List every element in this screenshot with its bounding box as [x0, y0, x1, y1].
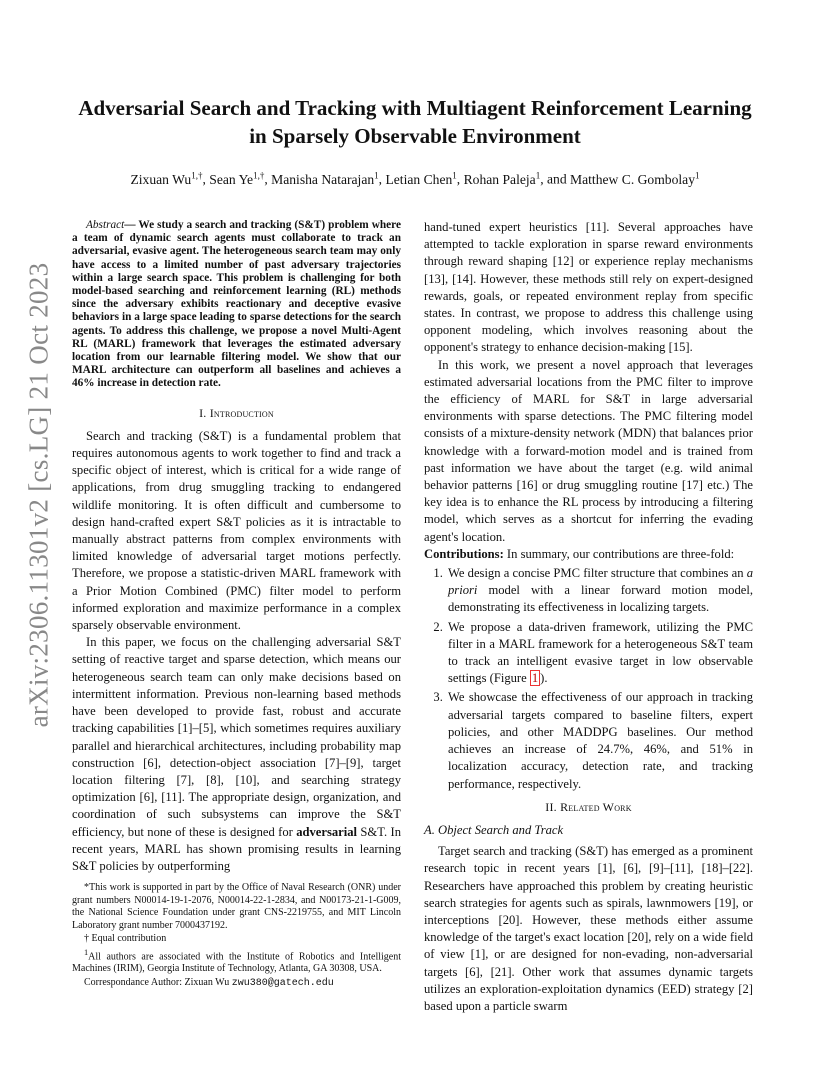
- contributions-intro: Contributions: In summary, our contributions are three-fold:: [424, 546, 735, 561]
- right-column: [424, 219, 753, 1015]
- section-heading-introduction: I. Introduction: [199, 405, 274, 420]
- figure-link[interactable]: 1: [531, 671, 539, 686]
- author: Zixuan $Wu^{1,\dagger}$: [130, 170, 203, 187]
- author: Rohan Paleja$^1$: [463, 170, 541, 187]
- intro-paragraph-1: Search and tracking (S&T) is a fundamental problem that requires autonomous agents to work together to find and track a specific object of interest, which is critical for a wide range of applications, from drug smuggling tracking to endangered wildlife monitoring. It is often difficult and cumbersome to design hand-crafted expert S&T policies as it is intractable to manually abstract patterns from complex environments with limited knowledge of adversarial target motions perfectly. Therefore, we propose a statistic-driven MARL framework with a Prior Motion Combined (PMC) filter model to perform informed exploration and maximize performance in a complex sparsely observable environment.: [72, 428, 401, 633]
- contribution-item: 1. We design a concise PMC filter structure that combines an a priori model with a linear forward motion model, demonstrating its effectiveness in localizing targets.: [446, 565, 753, 617]
- footnote-equal-contribution: † Equal contribution: [84, 933, 167, 944]
- email-link[interactable]: zwu380@gatech.edu: [231, 977, 334, 989]
- arxiv-stamp: [23, 262, 54, 728]
- right-paragraph-1: hand-tuned expert heuristics [11]. Several approaches have attempted to tackle exploration in sparse reward environments through reward shaping [12] or experience replay mechanisms [13], [14]. However, these methods still rely on expert-designed rewards, goals, or repeated environment replay from specific states. In contrast, we propose to address this challenge using opponent modeling, which involves reasoning about the opponent's strategy to enhance decision-making [15].: [424, 220, 753, 355]
- related-paragraph-1: Target search and tracking (S&T) has emerged as a prominent research topic in recent years [1], [6], [9]–[11], [18]–[22]. Researchers have approached this problem by creating heuristic search strategies for agents such as spirals, lawnmowers [19], or interceptions [20]. However, these methods either assume knowledge of the target's exact location [20], rely on a wide field of view [1], or are designed for non-evading, non-adversarial targets [6], [21]. Other work that assumes dynamic targets utilizes an exploration-exploitation dynamics (EED) strategy [2] based upon a particle swarm: [424, 844, 753, 1013]
- section-heading-related-work: II. Related Work: [545, 799, 632, 814]
- author: Matthew C. Gombolay$^1$: [570, 170, 700, 187]
- footnote-funding: *This work is supported in part by the Office of Naval Research (ONR) under grant numbers N00014-19-1-2076, N00014-22-1-2834, and N00173-21-1-G009, the National Science Foundation under grant CNS-2219755, and MIT Lincoln Laboratory grant number 7000437192.: [72, 882, 401, 931]
- right-paragraph-2: In this work, we present a novel approach that leverages estimated adversarial locations from the PMC filter to improve the efficiency of MARL for S&T in large adversarial environments with sparse detections. The PMC filtering model consists of a mixture-density network (MDN) that balances prior knowledge with a forward-motion model and is trained from past information we have about the target (e.g. wild animal behavior patterns [16] or drug smuggling routine [17] etc.) The key idea is to enhance the RL process by introducing a filtering model, which serves as a shortcut for inferring the evading agent's location.: [424, 357, 753, 544]
- intro-paragraph-2: In this paper, we focus on the challenging adversarial S&T setting of reactive target and sparse detection, which means our heterogeneous search team can only make decisions based on intermittent information. Previous non-learning based methods have been developed to provide fast, robust and accurate tracking capabilities [1]–[5], which sometimes requires auxiliary parallel and hierarchical architectures, including probability map construction [6], detection-object association [7]–[9], target location filtering [7], [8], [10], and searching strategy optimization [6], [11]. The appropriate design, organization, and coordination of such subsystems can improve the S&T efficiency, but none of these is designed for adversarial S&T. In recent years, MARL has shown promising results in learning S&T policies by outperforming: [72, 635, 401, 873]
- footnotes: [72, 882, 401, 991]
- author: Manisha Natarajan$^1$: [271, 170, 379, 187]
- contribution-item: 2. We propose a data-driven framework, utilizing the PMC filter in a MARL framework for a heterogeneous S&T team to track an intelligent evasive target in low observable settings (Figure 1 ).: [446, 619, 753, 688]
- abstract: Abstract— We study a search and tracking (S&T) problem where a team of dynamic search agents must collaborate to track an adversarial, evasive agent. The heterogeneous search team may only have access to a limited number of past adversary trajectories within a large search space. This problem is challenging for both model-based searching and reinforcement learning (RL) methods since the adversary exhibits reactionary and deceptive evasive behaviors in a large space leading to sparse detections for the search agents. To address this challenge, we propose a novel Multi-Agent RL (MARL) framework that leverages the estimated adversary location from our learnable filtering model. We show that our MARL architecture can outperform all baselines and achieves a 46% increase in detection rate.: [72, 219, 401, 390]
- paper-title: Adversarial Search and Tracking with Multiagent Reinforcement Learning in Sparsely Observable Environment: [78, 96, 752, 148]
- author-list: Zixuan $Wu^{1,\dagger}$, Sean $Ye^{1,\dagger}$, Manisha Natarajan$^1$, Letian Chen$^1$, Rohan Paleja$^1$, and Matthew C. Gombolay$^1$: [130, 170, 700, 187]
- footnote-affiliation: $^1$All authors are associated with the Institute of Robotics and Intelligent Machines (IRIM), Georgia Institute of Technology, Atlanta, GA 30308, USA.: [72, 947, 401, 975]
- contribution-item: 3. We showcase the effectiveness of our approach in tracking adversarial targets compared to baseline filters, expert policies, and other MADDPG baselines. Our method achieves an increase of 24.7%, 46%, and 51% in localization accuracy, detection rate, and tracking performance, respectively.: [446, 689, 753, 792]
- author: Letian Chen$^1$: [385, 170, 457, 187]
- author: Sean $Ye^{1,\dagger}$: [209, 170, 265, 187]
- arxiv-id: arXiv:2306.11301v2 [cs.LG] 21 Oct 2023: [23, 262, 54, 728]
- footnote-corresponding-author: Correspondance Author: Zixuan Wu zwu380@gatech.edu: [84, 976, 334, 989]
- left-column: [72, 219, 401, 875]
- contributions-list: [424, 565, 753, 793]
- subsection-heading: A. Object Search and Track: [424, 822, 564, 837]
